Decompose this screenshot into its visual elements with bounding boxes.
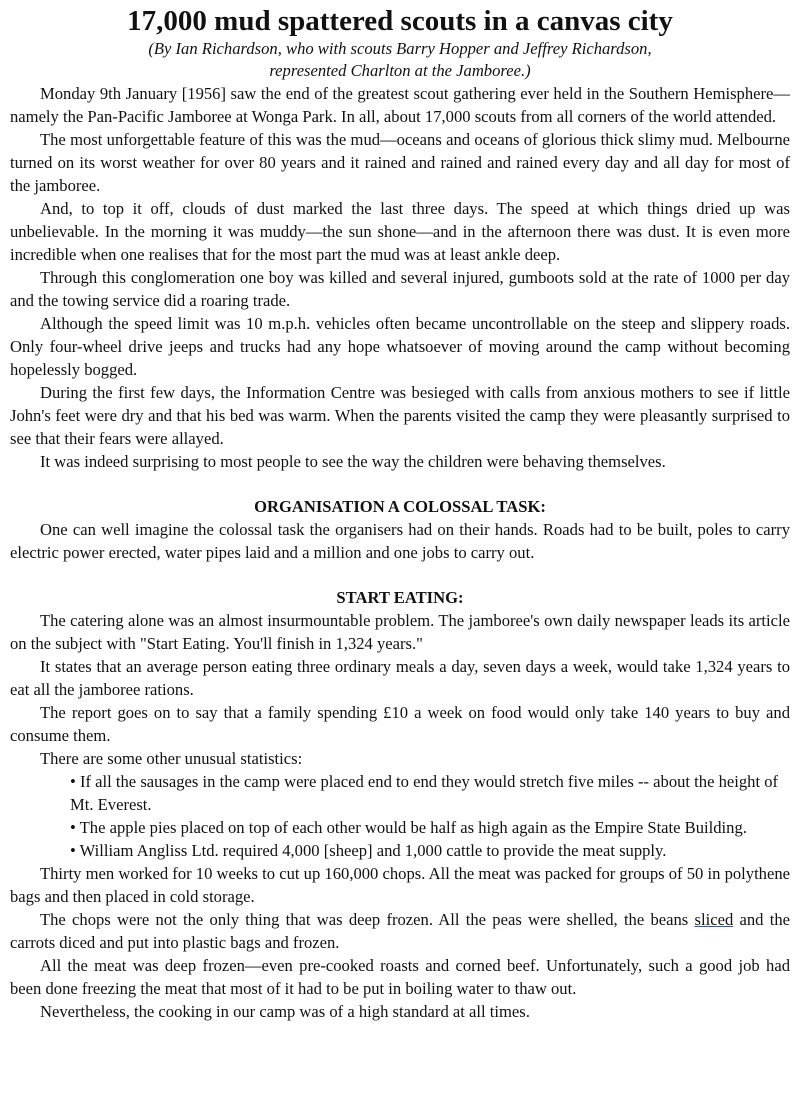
paragraph: There are some other unusual statistics:	[40, 749, 303, 768]
text-run: The chops were not the only thing that was deep frozen. All the peas were shelled, the beans	[40, 910, 695, 929]
paragraph: It was indeed surprising to most people to see the way the children were behaving themselves.	[40, 452, 666, 471]
byline-line: (By Ian Richardson, who with scouts Barry Hopper and Jeffrey Richardson,	[148, 39, 652, 58]
list-item: • If all the sausages in the camp were placed end to end they would stretch five miles -- about the height of Mt. Everest.	[70, 772, 779, 814]
section-heading: ORGANISATION A COLOSSAL TASK:	[254, 497, 546, 516]
list-item: • William Angliss Ltd. required 4,000 [sheep] and 1,000 cattle to provide the meat supply.	[70, 841, 667, 860]
paragraph: Monday 9th January [1956] saw the end of the greatest scout gathering ever held in the Southern Hemisphere—namely the Pan-Pacific Jamboree at Wonga Park. In all, about 17,000 scouts from all corners of the world attended.	[10, 84, 790, 126]
paragraph: All the meat was deep frozen—even pre-cooked roasts and corned beef. Unfortunately, such a good job had been done freezing the meat that most of it had to be put in boiling water to thaw out.	[10, 956, 790, 998]
paragraph	[10, 908, 790, 954]
paragraph: Although the speed limit was 10 m.p.h. vehicles often became uncontrollable on the steep and slippery roads. Only four-wheel drive jeeps and trucks had any hope whatsoever of moving around the camp without becoming hopelessly bogged.	[10, 314, 790, 379]
section-heading: START EATING:	[336, 588, 464, 607]
paragraph: It states that an average person eating three ordinary meals a day, seven days a week, would take 1,324 years to eat all the jamboree rations.	[10, 657, 790, 699]
article-byline	[10, 38, 790, 82]
paragraph: Thirty men worked for 10 weeks to cut up 160,000 chops. All the meat was packed for groups of 50 in polythene bags and then placed in cold storage.	[10, 864, 790, 906]
article-title: 17,000 mud spattered scouts in a canvas city	[127, 5, 673, 37]
list-item: • The apple pies placed on top of each other would be half as high again as the Empire State Building.	[70, 818, 747, 837]
paragraph: The most unforgettable feature of this was the mud—oceans and oceans of glorious thick slimy mud. Melbourne turned on its worst weather for over 80 years and it rained and rained and rained every day and all day for most of the jamboree.	[10, 130, 790, 195]
paragraph: And, to top it off, clouds of dust marked the last three days. The speed at which things dried up was unbelievable. In the morning it was muddy—the sun shone—and in the afternoon there was dust. It is even more incredible when one realises that for the most part the mud was at least ankle deep.	[10, 199, 790, 264]
paragraph: One can well imagine the colossal task the organisers had on their hands. Roads had to be built, poles to carry electric power erected, water pipes laid and a million and one jobs to carry out.	[10, 520, 790, 562]
paragraph: Nevertheless, the cooking in our camp was of a high standard at all times.	[40, 1002, 530, 1021]
paragraph: The catering alone was an almost insurmountable problem. The jamboree's own daily newspaper leads its article on the subject with "Start Eating. You'll finish in 1,324 years."	[10, 611, 790, 653]
statistics-list	[70, 770, 790, 862]
paragraph: During the first few days, the Information Centre was besieged with calls from anxious mothers to see if little John's feet were dry and that his bed was warm. When the parents visited the camp they were pleasantly surprised to see that their fears were allayed.	[10, 383, 790, 448]
paragraph: Through this conglomeration one boy was killed and several injured, gumboots sold at the rate of 1000 per day and the towing service did a roaring trade.	[10, 268, 790, 310]
text-run: and the carrots diced and put into plastic bags and frozen.	[10, 910, 790, 952]
underlined-word: sliced	[694, 910, 734, 929]
byline-line: represented Charlton at the Jamboree.)	[269, 61, 531, 80]
paragraph: The report goes on to say that a family spending £10 a week on food would only take 140 years to buy and consume them.	[10, 703, 790, 745]
